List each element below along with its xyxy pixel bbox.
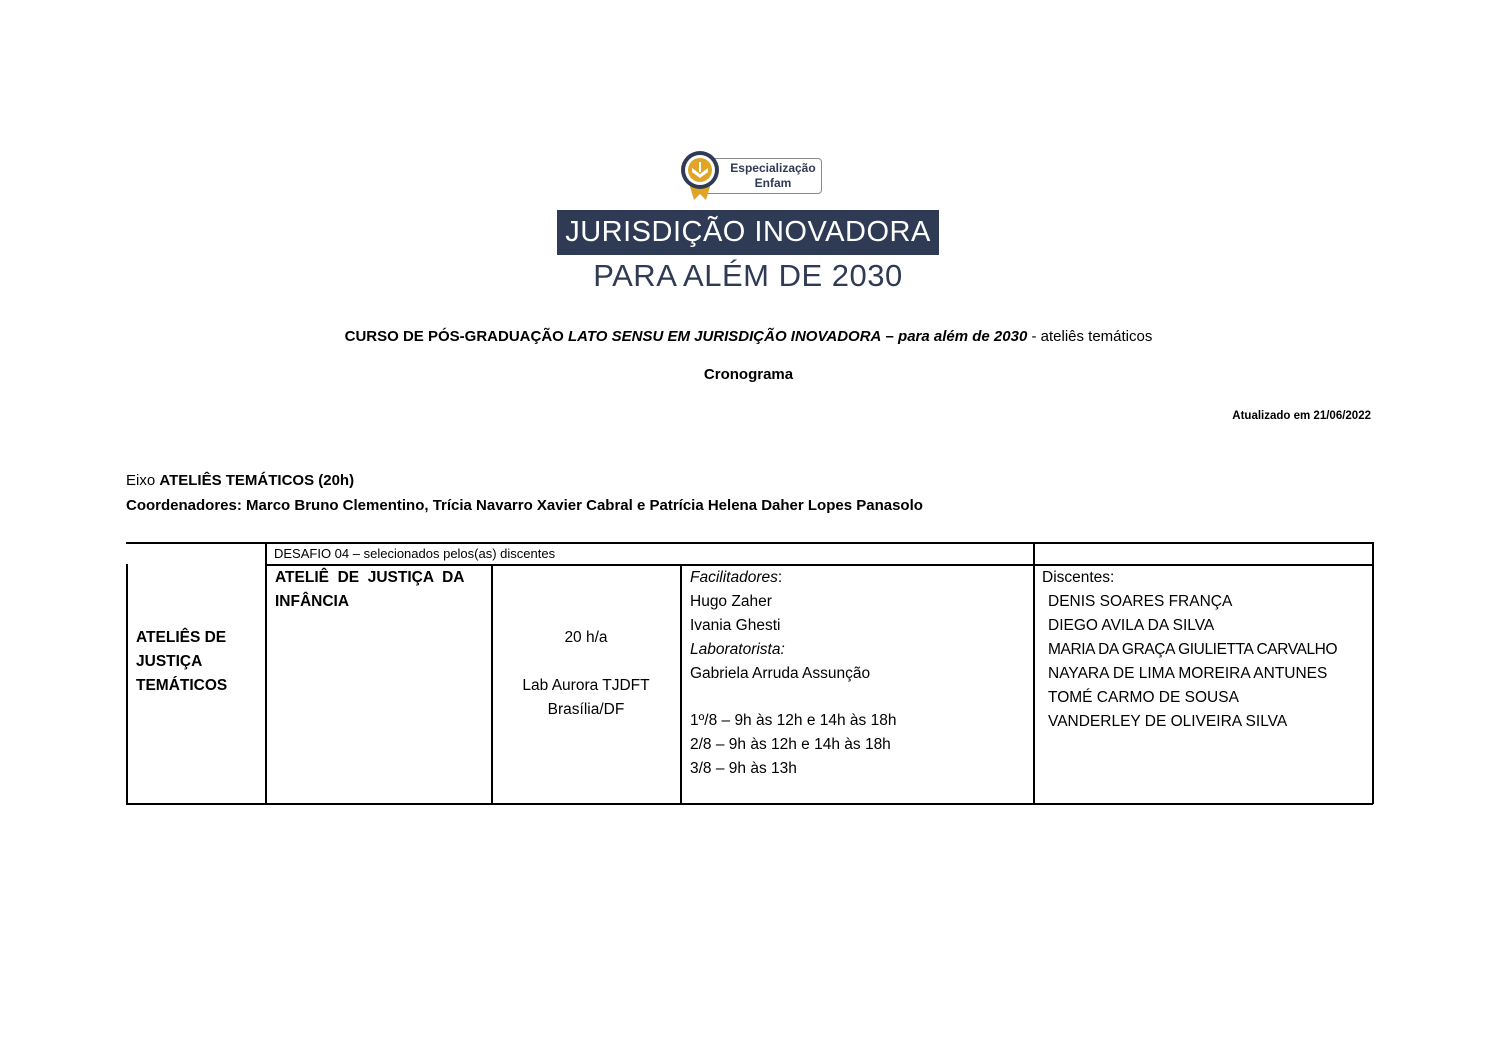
location-line: Lab Aurora TJDFT: [522, 677, 650, 694]
table-col-divider: [265, 542, 267, 804]
location-line: Brasília/DF: [547, 701, 625, 718]
student-name: DIEGO AVILA DA SILVA: [1048, 617, 1215, 634]
updated-date: Atualizado em 21/06/2022: [1232, 410, 1371, 422]
program-subbanner: PARA ALÉM DE 2030: [593, 258, 903, 293]
table-border-left: [126, 564, 128, 804]
students-cell: [1042, 566, 1372, 734]
facilitators-label: Facilitadores: [690, 569, 778, 586]
table-col-divider: [1033, 542, 1035, 804]
eixo-prefix: Eixo: [126, 472, 160, 489]
medal-icon: [678, 150, 722, 202]
eixo-heading: [126, 472, 354, 489]
eixo-name: ATELIÊS TEMÁTICOS (20h): [159, 472, 355, 489]
atelier-name-line: INFÂNCIA: [275, 593, 350, 610]
hours: 20 h/a: [564, 629, 608, 646]
group-label-line: ATELIÊS DE: [136, 629, 227, 646]
course-title: [0, 328, 1497, 345]
table-border-right: [1372, 542, 1374, 804]
student-name: DENIS SOARES FRANÇA: [1048, 593, 1233, 610]
facilitators-heading: [690, 566, 1030, 590]
specialization-badge: [676, 150, 822, 202]
course-title-part-3: –: [881, 328, 899, 345]
session-date: 1º/8 – 9h às 12h e 14h às 18h: [690, 712, 897, 729]
student-name: MARIA DA GRAÇA GIULIETTA CARVALHO: [1048, 641, 1338, 658]
facilitators-cell: [690, 566, 1030, 781]
program-banner: JURISDIÇÃO INOVADORA: [557, 210, 939, 255]
facilitator-name: Hugo Zaher: [690, 593, 772, 610]
course-title-part-2: LATO SENSU EM JURISDIÇÃO INOVADORA: [568, 328, 882, 345]
hours-location: [492, 626, 680, 722]
student-name: NAYARA DE LIMA MOREIRA ANTUNES: [1048, 665, 1328, 682]
atelier-name: [275, 566, 483, 614]
table-border-bottom: [126, 803, 1373, 805]
lab-label: Laboratorista:: [690, 641, 785, 658]
badge-line-1: Especialização: [730, 161, 816, 175]
student-name: VANDERLEY DE OLIVEIRA SILVA: [1048, 713, 1288, 730]
session-date: 3/8 – 9h às 13h: [690, 760, 797, 777]
session-date: 2/8 – 9h às 12h e 14h às 18h: [690, 736, 891, 753]
badge-line-2: Enfam: [754, 176, 792, 190]
group-label-line: TEMÁTICOS: [136, 677, 228, 694]
student-name: TOMÉ CARMO DE SOUSA: [1048, 689, 1239, 706]
schedule-table: [126, 542, 1373, 804]
atelier-name-line: ATELIÊ DE JUSTIÇA DA: [275, 569, 465, 586]
course-title-part-4: para além de 2030: [898, 328, 1028, 345]
students-label: Discentes:: [1042, 569, 1115, 586]
course-title-part-1: CURSO DE PÓS-GRADUAÇÃO: [344, 328, 568, 345]
facilitators-colon: :: [777, 569, 783, 586]
challenge-header: DESAFIO 04 – selecionados pelos(as) discentes: [274, 546, 556, 561]
facilitator-name: Ivania Ghesti: [690, 617, 781, 634]
table-col-divider: [680, 564, 682, 804]
group-label-line: JUSTIÇA: [136, 653, 203, 670]
group-label: [136, 626, 227, 698]
coordinators: Coordenadores: Marco Bruno Clementino, Trícia Navarro Xavier Cabral e Patrícia Helena Daher Lopes Panasolo: [126, 497, 923, 514]
lab-name: Gabriela Arruda Assunção: [690, 665, 871, 682]
document-subtitle: Cronograma: [703, 366, 794, 383]
course-title-part-5: - ateliês temáticos: [1027, 328, 1153, 345]
